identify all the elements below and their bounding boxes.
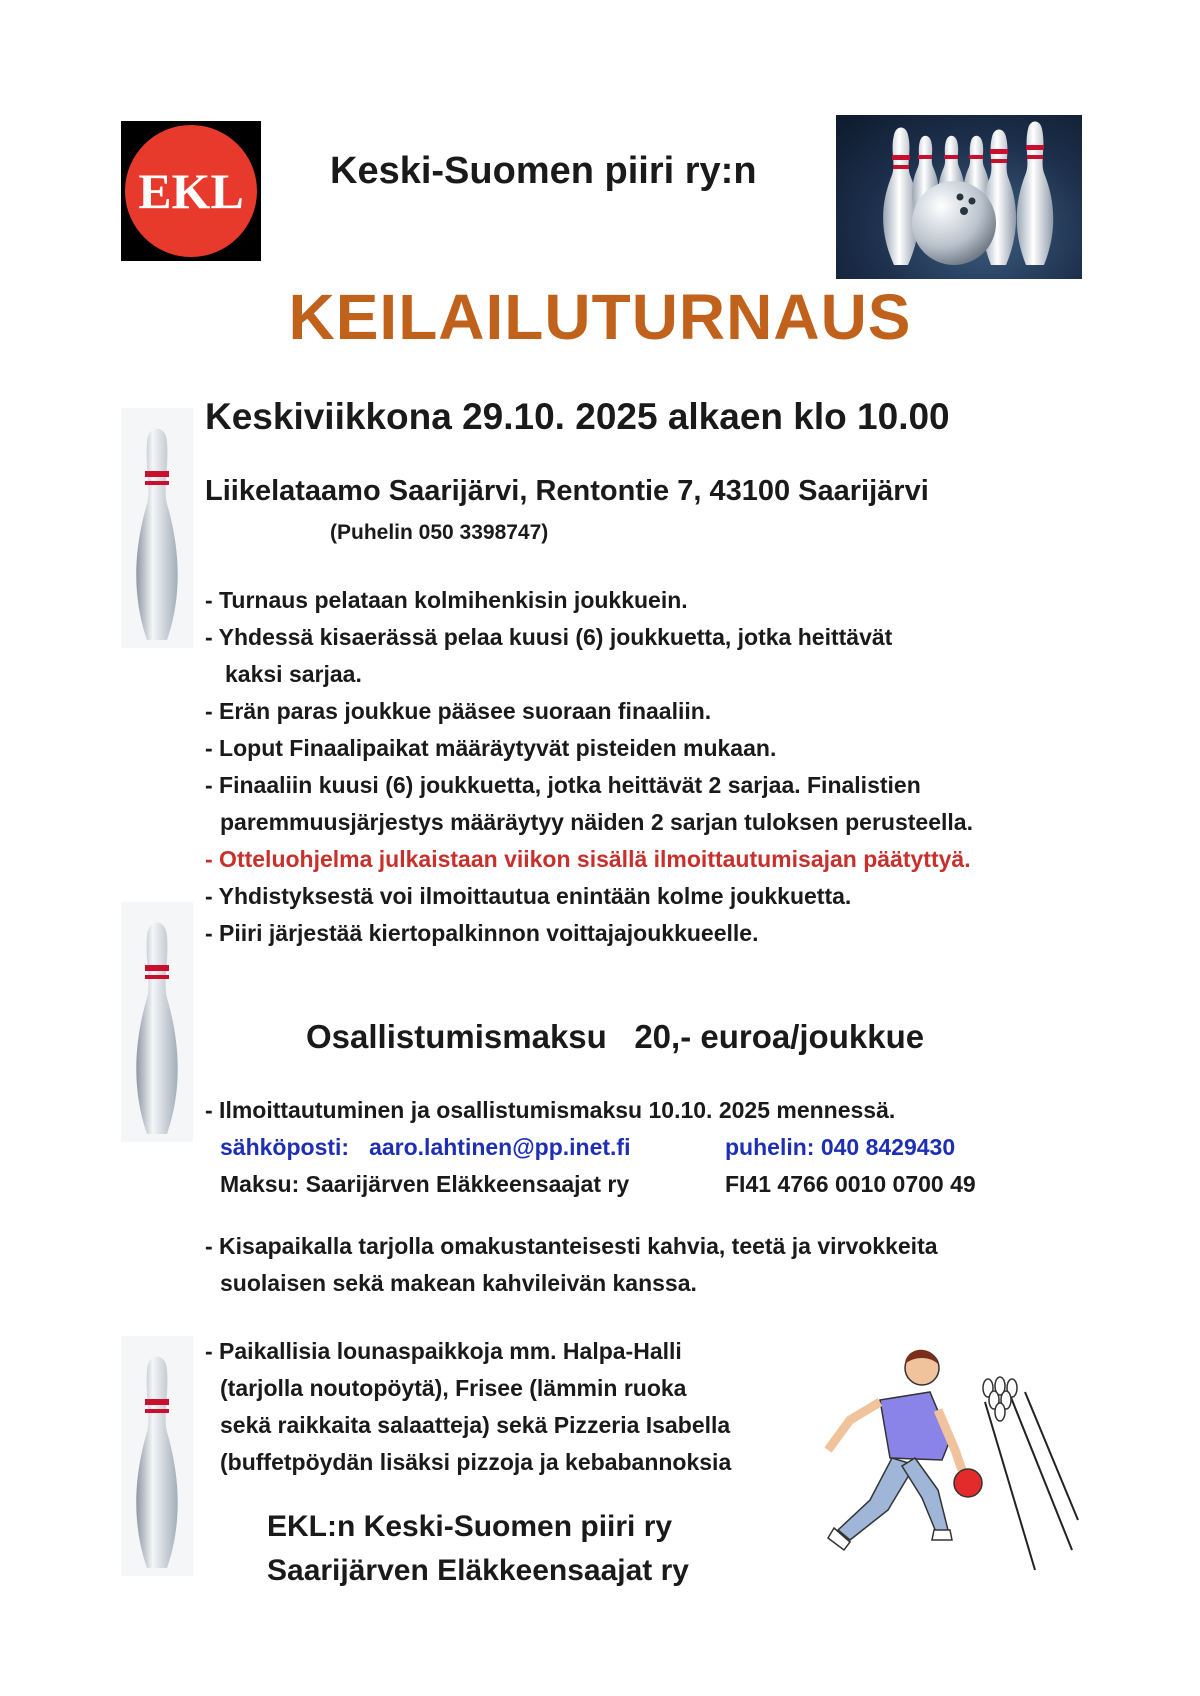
bowling-pin-icon xyxy=(121,408,193,648)
event-date: Keskiviikkona 29.10. 2025 alkaen klo 10.00 xyxy=(205,396,950,437)
organizer-name: EKL:n Keski-Suomen piiri ry xyxy=(267,1510,673,1543)
organizer-name: Saarijärven Eläkkeensaajat ry xyxy=(267,1554,689,1587)
bowling-pins-and-ball-photo xyxy=(836,115,1082,279)
rule-item: - Yhdessä kisaerässä pelaa kuusi (6) joukkuetta, jotka heittävät xyxy=(205,624,893,650)
email-label: sähköposti: xyxy=(220,1134,350,1160)
rule-item: - Loput Finaalipaikat määräytyvät pisteiden mukaan. xyxy=(205,735,777,761)
bowling-pin-icon xyxy=(121,1336,193,1576)
rule-item: - Turnaus pelataan kolmihenkisin joukkuein. xyxy=(205,587,688,613)
registration-deadline: - Ilmoittautuminen ja osallistumismaksu 10.10. 2025 mennessä. xyxy=(205,1097,896,1123)
rule-item-highlight: - Otteluohjelma julkaistaan viikon sisällä ilmoittautumisajan päätyttyä. xyxy=(205,846,971,872)
lunch-info xyxy=(205,1333,731,1481)
lunch-line: (buffetpöydän lisäksi pizzoja ja kebabannoksia xyxy=(220,1449,732,1475)
fee-amount: 20,- euroa/joukkue xyxy=(634,1018,925,1055)
rule-item: paremmuusjärjestys määräytyy näiden 2 sarjan tuloksen perusteella. xyxy=(220,809,973,835)
bowling-pin-icon xyxy=(1017,122,1053,266)
payment-recipient: Maksu: Saarijärven Eläkkeensaajat ry xyxy=(220,1171,630,1197)
bowling-ball-icon xyxy=(912,181,996,265)
lunch-line: - Paikallisia lounaspaikkoja mm. Halpa-Halli xyxy=(205,1338,682,1364)
rule-item: - Piiri järjestää kiertopalkinnon voittajajoukkueelle. xyxy=(205,920,759,946)
payment-iban: FI41 4766 0010 0700 49 xyxy=(725,1171,976,1197)
registration-contact-row xyxy=(205,1129,1105,1166)
lunch-line: sekä raikkaita salaatteja) sekä Pizzeria Isabella xyxy=(220,1412,731,1438)
refreshments-line: suolaisen sekä makean kahvileivän kanssa. xyxy=(220,1270,697,1296)
event-venue: Liikelataamo Saarijärvi, Rentontie 7, 43100 Saarijärvi xyxy=(205,475,929,507)
participation-fee xyxy=(306,1018,924,1056)
organizers-footer xyxy=(267,1505,689,1593)
rules-list xyxy=(205,582,1105,952)
email-link[interactable]: aaro.lahtinen@pp.inet.fi xyxy=(369,1134,631,1160)
venue-phone: (Puhelin 050 3398747) xyxy=(330,521,549,544)
rule-item: - Yhdistyksestä voi ilmoittautua enintään kolme joukkuetta. xyxy=(205,883,852,909)
contact-phone: puhelin: 040 8429430 xyxy=(725,1134,956,1160)
bowler-illustration-icon xyxy=(810,1340,1080,1580)
refreshments-info xyxy=(205,1228,938,1302)
page-title: KEILAILUTURNAUS xyxy=(288,281,912,353)
org-header: Keski-Suomen piiri ry:n xyxy=(330,150,757,192)
fee-label: Osallistumismaksu xyxy=(306,1018,607,1055)
lunch-line: (tarjolla noutopöytä), Frisee (lämmin ruoka xyxy=(220,1375,687,1401)
rule-item: - Finaaliin kuusi (6) joukkuetta, jotka heittävät 2 sarjaa. Finalistien xyxy=(205,772,921,798)
ekl-logo-text: EKL xyxy=(125,125,257,257)
registration-section xyxy=(205,1092,1105,1203)
refreshments-line: - Kisapaikalla tarjolla omakustanteisesti kahvia, teetä ja virvokkeita xyxy=(205,1233,938,1259)
rule-item: - Erän paras joukkue pääsee suoraan finaaliin. xyxy=(205,698,712,724)
bowling-pin-icon xyxy=(121,902,193,1142)
payment-row xyxy=(205,1166,1105,1203)
rule-item: kaksi sarjaa. xyxy=(225,661,362,687)
ekl-logo xyxy=(121,121,261,261)
